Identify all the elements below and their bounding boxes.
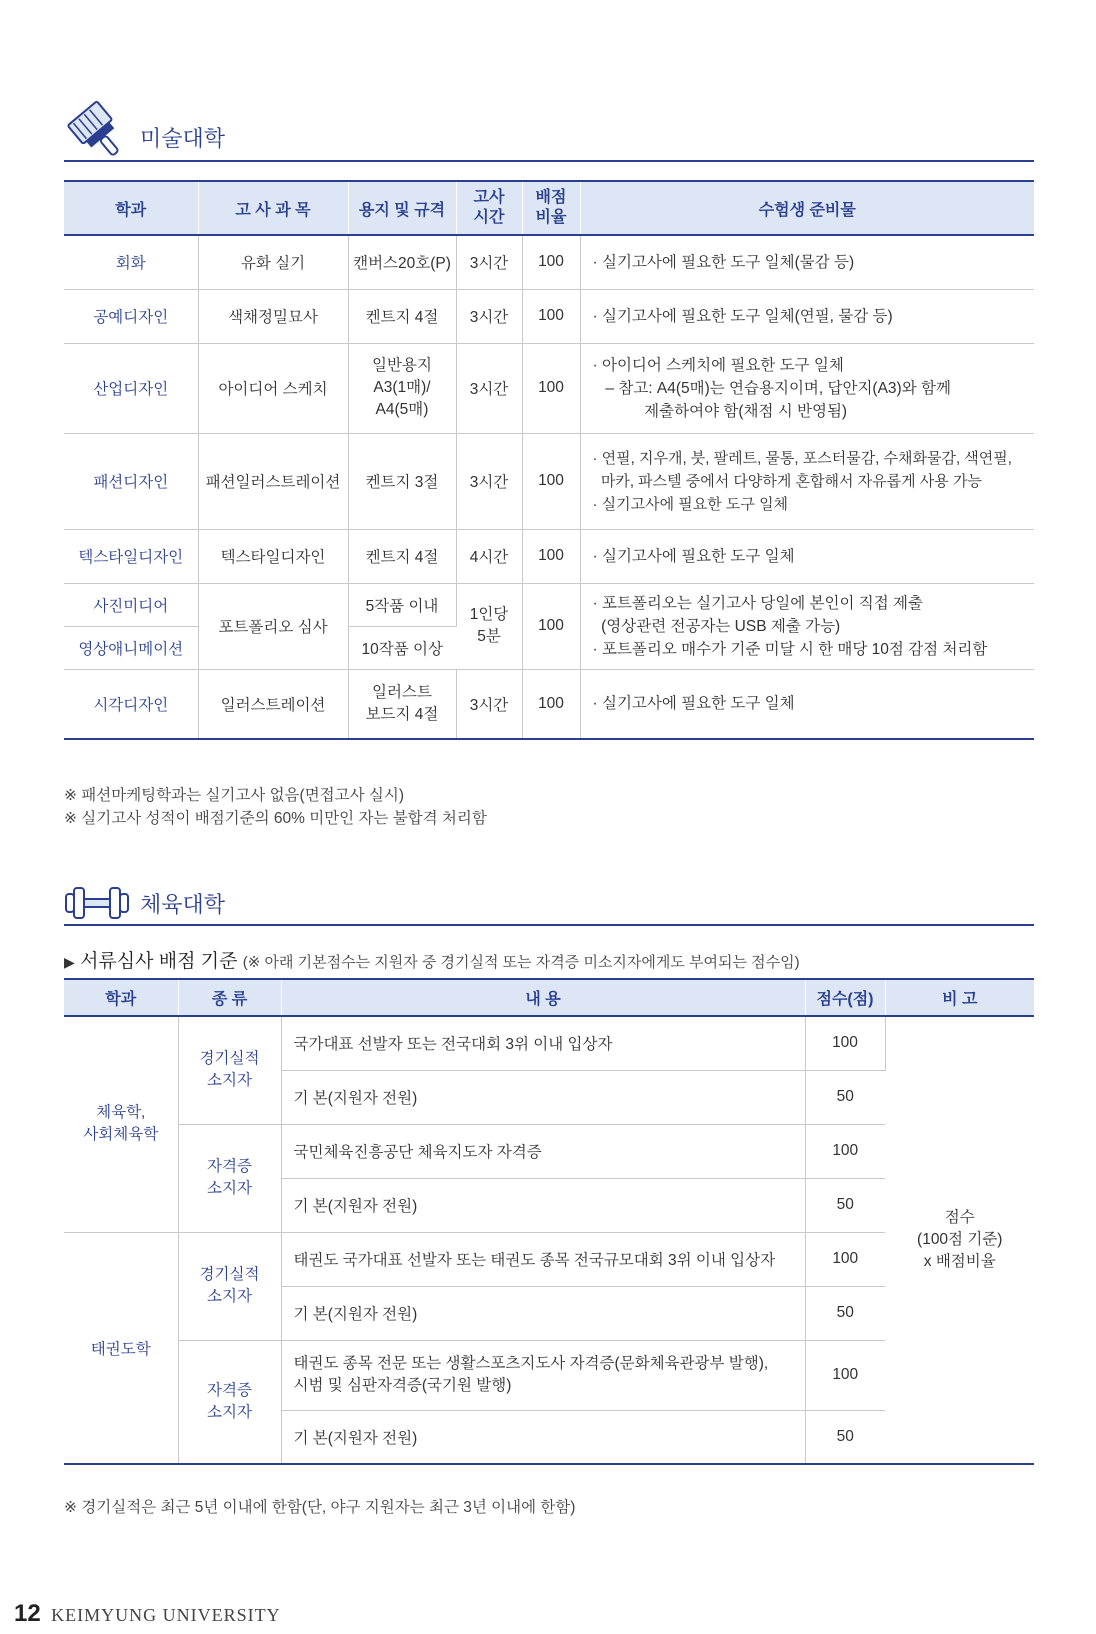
- prep-line: – 참고: A4(5매)는 연습용지이며, 답안지(A3)와 함께: [592, 379, 951, 397]
- content-cell: 기 본(지원자 전원): [281, 1070, 805, 1124]
- dept-cell: 패션디자인: [64, 433, 198, 529]
- prep-line: · 실기고사에 필요한 도구 일체: [592, 495, 789, 513]
- subject-cell: 아이디어 스케치: [198, 343, 348, 433]
- ratio-cell: 100: [522, 529, 580, 583]
- type-cell: 자격증 소지자: [178, 1340, 281, 1464]
- table-row: [64, 583, 1034, 626]
- dept-cell: 영상애니메이션: [64, 626, 198, 669]
- table-row: [64, 529, 1034, 583]
- prep-line: 마카, 파스텔 중에서 다양하게 혼합해서 자유롭게 사용 가능: [592, 472, 982, 490]
- pe-section-title: 체육대학: [140, 892, 226, 917]
- paper-cell: 일반용지 A3(1매)/ A4(5매): [348, 343, 456, 433]
- table-row: [64, 289, 1034, 343]
- pe-scoring-table: [64, 978, 1034, 1465]
- paintbrush-icon: [64, 100, 130, 167]
- prep-cell: [580, 669, 1034, 739]
- ratio-cell: 100: [522, 235, 580, 289]
- subject-cell: 패션일러스트레이션: [198, 433, 348, 529]
- score-cell: 100: [805, 1016, 885, 1070]
- content-cell: 기 본(지원자 전원): [281, 1410, 805, 1464]
- table-row: [64, 669, 1034, 739]
- subject-cell: 포트폴리오 심사: [198, 583, 348, 669]
- type-cell: 자격증 소지자: [178, 1124, 281, 1232]
- dept-cell: 산업디자인: [64, 343, 198, 433]
- content-cell: 기 본(지원자 전원): [281, 1286, 805, 1340]
- ratio-cell: 100: [522, 669, 580, 739]
- table-header-row: [64, 181, 1034, 235]
- paper-cell: 일러스트 보드지 4절: [348, 669, 456, 739]
- pe-subheading-note: (※ 아래 기본점수는 지원자 중 경기실적 또는 자격증 미소지자에게도 부여되는 점수임): [242, 954, 800, 971]
- paper-cell: 켄트지 4절: [348, 289, 456, 343]
- col-header-subject: 고 사 과 목: [198, 181, 348, 235]
- col-header-remark: 비 고: [885, 979, 1034, 1016]
- pe-subheading: [64, 946, 800, 973]
- score-cell: 50: [805, 1070, 885, 1124]
- time-cell: 1인당 5분: [456, 583, 522, 669]
- time-cell: 3시간: [456, 669, 522, 739]
- type-cell: 경기실적 소지자: [178, 1016, 281, 1124]
- prep-line: · 실기고사에 필요한 도구 일체(연필, 물감 등): [592, 307, 893, 325]
- content-cell: 국민체육진흥공단 체육지도자 자격증: [281, 1124, 805, 1178]
- col-header-type: 종 류: [178, 979, 281, 1016]
- score-cell: 100: [805, 1124, 885, 1178]
- paper-cell: 켄트지 3절: [348, 433, 456, 529]
- paper-cell: 5작품 이내: [348, 583, 456, 626]
- pe-note: ※ 경기실적은 최근 5년 이내에 한함(단, 야구 지원자는 최근 3년 이내에 한함): [64, 1499, 576, 1516]
- score-cell: 50: [805, 1286, 885, 1340]
- ratio-cell: 100: [522, 583, 580, 669]
- page-footer: [14, 1600, 281, 1628]
- score-cell: 50: [805, 1178, 885, 1232]
- content-cell: 태권도 국가대표 선발자 또는 태권도 종목 전국규모대회 3위 이내 입상자: [281, 1232, 805, 1286]
- col-header-dept: 학과: [64, 979, 178, 1016]
- prep-line: (영상관련 전공자는 USB 제출 가능): [592, 617, 841, 635]
- dept-cell: 공예디자인: [64, 289, 198, 343]
- col-header-ratio: 배점 비율: [522, 181, 580, 235]
- art-section-header: [64, 100, 1034, 162]
- art-note: ※ 실기고사 성적이 배점기준의 60% 미만인 자는 불합격 처리함: [64, 810, 487, 827]
- prep-cell: [580, 583, 1034, 669]
- score-cell: 100: [805, 1232, 885, 1286]
- subject-cell: 일러스트레이션: [198, 669, 348, 739]
- prep-line: · 실기고사에 필요한 도구 일체: [592, 695, 795, 713]
- col-header-score: 점수(점): [805, 979, 885, 1016]
- content-cell: 국가대표 선발자 또는 전국대회 3위 이내 입상자: [281, 1016, 805, 1070]
- dept-cell: 사진미디어: [64, 583, 198, 626]
- time-cell: 4시간: [456, 529, 522, 583]
- prep-line: · 실기고사에 필요한 도구 일체: [592, 547, 795, 565]
- dept-cell: 텍스타일디자인: [64, 529, 198, 583]
- prep-line: · 실기고사에 필요한 도구 일체(물감 등): [592, 253, 855, 271]
- dept-cell: 태권도학: [64, 1232, 178, 1464]
- page-number: 12: [14, 1600, 41, 1627]
- university-name: KEIMYUNG UNIVERSITY: [51, 1605, 281, 1625]
- prep-line: · 연필, 지우개, 붓, 팔레트, 물통, 포스터물감, 수채화물감, 색연필,: [592, 449, 1012, 467]
- dumbbell-icon: [64, 884, 130, 927]
- table-row: [64, 433, 1034, 529]
- table-row: [64, 343, 1034, 433]
- prep-cell: [580, 235, 1034, 289]
- col-header-content: 내 용: [281, 979, 805, 1016]
- content-cell: 기 본(지원자 전원): [281, 1178, 805, 1232]
- paper-cell: 캔버스20호(P): [348, 235, 456, 289]
- prep-cell: [580, 529, 1034, 583]
- ratio-cell: 100: [522, 343, 580, 433]
- time-cell: 3시간: [456, 289, 522, 343]
- table-header-row: [64, 979, 1034, 1016]
- prep-line: · 포트폴리오 매수가 기준 미달 시 한 매당 10점 감점 처리함: [592, 640, 988, 658]
- score-cell: 100: [805, 1340, 885, 1410]
- pe-section-header: [64, 880, 1034, 926]
- ratio-cell: 100: [522, 433, 580, 529]
- col-header-time: 고사 시간: [456, 181, 522, 235]
- art-section-title: 미술대학: [140, 126, 226, 151]
- subject-cell: 색채정밀묘사: [198, 289, 348, 343]
- prep-line: 제출하여야 함(채점 시 반영됨): [592, 402, 848, 420]
- ratio-cell: 100: [522, 289, 580, 343]
- paper-cell: 10작품 이상: [348, 626, 456, 669]
- dept-cell: 체육학, 사회체육학: [64, 1016, 178, 1232]
- table-row: [64, 235, 1034, 289]
- art-exam-table: [64, 180, 1034, 740]
- art-note: ※ 패션마케팅학과는 실기고사 없음(면접고사 실시): [64, 787, 404, 804]
- table-row: [64, 1016, 1034, 1070]
- col-header-paper: 용지 및 규격: [348, 181, 456, 235]
- pe-subheading-title: 서류심사 배점 기준: [80, 951, 238, 972]
- remark-cell: 점수 (100점 기준) x 배점비율: [885, 1016, 1034, 1464]
- dept-cell: 회화: [64, 235, 198, 289]
- subject-cell: 텍스타일디자인: [198, 529, 348, 583]
- time-cell: 3시간: [456, 235, 522, 289]
- prep-cell: [580, 289, 1034, 343]
- type-cell: 경기실적 소지자: [178, 1232, 281, 1340]
- col-header-prep: 수험생 준비물: [580, 181, 1034, 235]
- prep-line: · 아이디어 스케치에 필요한 도구 일체: [592, 356, 844, 374]
- col-header-dept: 학과: [64, 181, 198, 235]
- content-cell: 태권도 종목 전문 또는 생활스포츠지도사 자격증(문화체육관광부 발행), 시범 및 심판자격증(국기원 발행): [281, 1340, 805, 1410]
- time-cell: 3시간: [456, 433, 522, 529]
- time-cell: 3시간: [456, 343, 522, 433]
- paper-cell: 켄트지 4절: [348, 529, 456, 583]
- prep-cell: [580, 433, 1034, 529]
- subject-cell: 유화 실기: [198, 235, 348, 289]
- triangle-bullet-icon: ▶: [64, 954, 75, 970]
- prep-cell: [580, 343, 1034, 433]
- score-cell: 50: [805, 1410, 885, 1464]
- dept-cell: 시각디자인: [64, 669, 198, 739]
- prep-line: · 포트폴리오는 실기고사 당일에 본인이 직접 제출: [592, 594, 923, 612]
